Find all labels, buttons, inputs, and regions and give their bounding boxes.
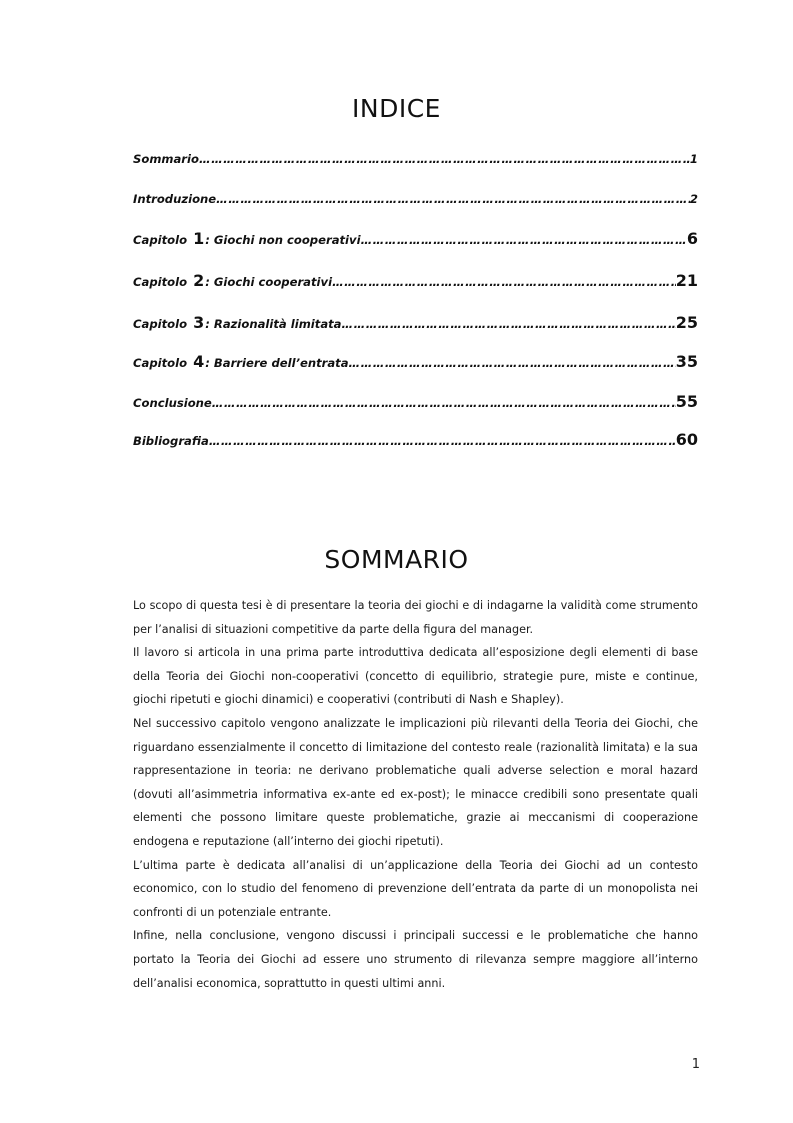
sommario-paragraph: Infine, nella conclusione, vengono discussi i principali successi e le problematiche che hanno portato la Teoria dei Giochi ad essere uno strumento di rilevanza sempre maggiore all’interno dell’analisi economica, soprattutto in questi ultimi anni. xyxy=(133,929,698,990)
toc-entry-label: Conclusione xyxy=(133,396,212,410)
toc-entry-page: 2 xyxy=(689,192,698,206)
toc-entry-capitolo-1[interactable] xyxy=(133,229,698,248)
toc-entry-page: 35 xyxy=(675,352,698,371)
toc-leader-dots xyxy=(361,233,687,247)
toc-entry-capitolo-3[interactable] xyxy=(133,313,698,332)
sommario-paragraph: Il lavoro si articola in una prima parte introduttiva dedicata all’esposizione degli elementi di base della Teoria dei Giochi non-cooperativi (concetto di equilibrio, strategie pure, miste e continue, giochi ripetuti e giochi dinamici) e cooperativi (contributi di Nash e Shapley). xyxy=(133,646,698,707)
toc-entry-label: Sommario xyxy=(133,152,199,166)
chapter-prefix: Capitolo xyxy=(133,233,192,247)
chapter-title: : Giochi non cooperativi xyxy=(205,233,361,247)
toc-entry-label xyxy=(133,352,349,371)
toc-entry-label: Bibliografia xyxy=(133,434,209,448)
toc-entry-page: 25 xyxy=(675,313,698,332)
toc-leader-dots xyxy=(342,317,676,331)
toc-leader-dots xyxy=(209,434,676,448)
toc-entry-page: 6 xyxy=(686,229,698,248)
chapter-number: 3 xyxy=(193,313,205,332)
chapter-prefix: Capitolo xyxy=(133,275,192,289)
chapter-prefix: Capitolo xyxy=(133,356,192,370)
chapter-title: : Barriere dell’entrata xyxy=(205,356,349,370)
indice-title: INDICE xyxy=(352,94,441,123)
chapter-number: 2 xyxy=(193,271,205,290)
sommario-paragraph: L’ultima parte è dedicata all’analisi di un’applicazione della Teoria dei Giochi ad un contesto economico, con lo studio del fenomeno di prevenzione dell’entrata da parte di un monopolista nei confronti di un potenziale entrante. xyxy=(133,858,698,919)
toc-entry-page: 60 xyxy=(675,430,698,449)
toc-entry-introduzione[interactable] xyxy=(133,192,698,206)
sommario-paragraph: Nel successivo capitolo vengono analizzate le implicazioni più rilevanti della Teoria dei Giochi, che riguardano essenzialmente il concetto di limitazione del contesto reale (razionalità limitata) e la sua rappresentazione in teoria: ne derivano problematiche quali adverse selection e moral hazard (dovuti all’asimmetria informativa ex-ante ed ex-post); le minacce credibili sono presentate quali elementi che possono limitare queste problematiche, grazie ai meccanismi di cooperazione endogena e reputazione (all’interno dei giochi ripetuti). xyxy=(133,716,698,848)
sommario-title: SOMMARIO xyxy=(324,545,469,574)
toc-entry-page: 55 xyxy=(675,392,698,411)
sommario-paragraph: Lo scopo di questa tesi è di presentare la teoria dei giochi e di indagarne la validità come strumento per l’analisi di situazioni competitive da parte della figura del manager. xyxy=(133,599,698,636)
chapter-number: 1 xyxy=(193,229,205,248)
toc-entry-capitolo-2[interactable] xyxy=(133,271,698,290)
toc-leader-dots xyxy=(216,192,690,206)
toc-leader-dots xyxy=(332,275,676,289)
toc-entry-bibliografia[interactable] xyxy=(133,430,698,449)
toc-entry-page: 21 xyxy=(675,271,698,290)
toc-leader-dots xyxy=(349,356,676,370)
toc-entry-label xyxy=(133,229,361,248)
chapter-prefix: Capitolo xyxy=(133,317,192,331)
toc-leader-dots xyxy=(212,396,676,410)
toc-entry-sommario[interactable] xyxy=(133,152,698,166)
toc-entry-label xyxy=(133,271,332,290)
page-number: 1 xyxy=(691,1057,700,1072)
toc-entry-page: 1 xyxy=(689,152,698,166)
toc-entry-conclusione[interactable] xyxy=(133,392,698,411)
toc-entry-capitolo-4[interactable] xyxy=(133,352,698,371)
chapter-title: : Giochi cooperativi xyxy=(205,275,333,289)
toc-leader-dots xyxy=(199,152,690,166)
chapter-title: : Razionalità limitata xyxy=(205,317,342,331)
toc-entry-label xyxy=(133,313,342,332)
sommario-body xyxy=(133,594,698,995)
toc-entry-label: Introduzione xyxy=(133,192,217,206)
chapter-number: 4 xyxy=(193,352,205,371)
